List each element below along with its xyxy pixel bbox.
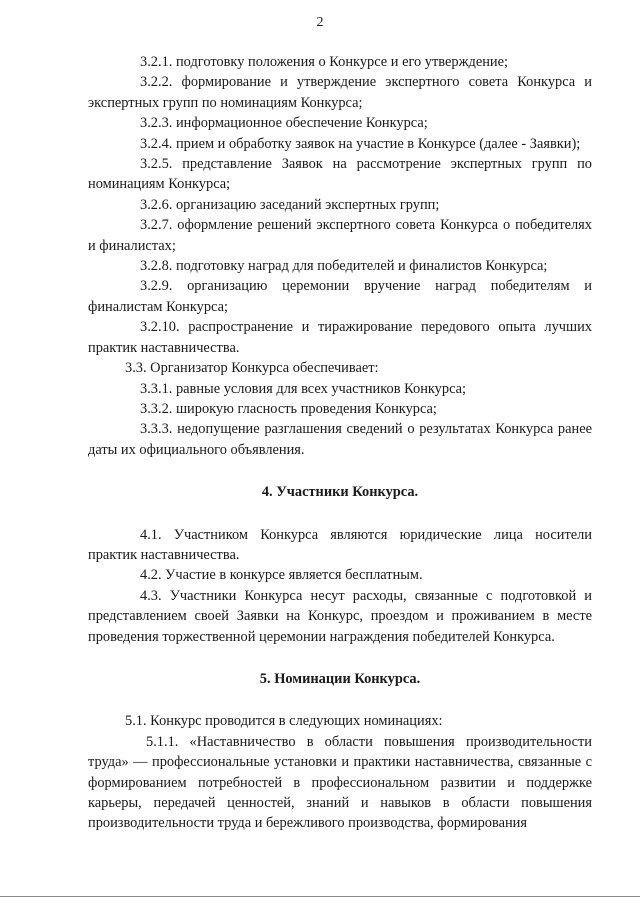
clause-4-1: 4.1. Участником Конкурса являются юридические лица носители практик наставничества. xyxy=(88,526,592,563)
clause-3-2-8: 3.2.8. подготовку наград для победителей и финалистов Конкурса; xyxy=(140,258,548,275)
document-body xyxy=(88,52,592,834)
page-number: 2 xyxy=(316,15,324,30)
section-4-heading: 4. Участники Конкурса. xyxy=(261,484,419,501)
clause-3-3-1: 3.3.1. равные условия для всех участников Конкурса; xyxy=(140,380,467,397)
clause-3-2-2: 3.2.2. формирование и утверждение экспертного совета Конкурса и экспертных групп по номинациям Конкурса; xyxy=(88,74,592,111)
clause-3-2-3: 3.2.3. информационное обеспечение Конкурса; xyxy=(140,115,428,132)
clause-4-3: 4.3. Участники Конкурса несут расходы, связанные с подготовкой и представлением своей Заявки на Конкурс, проездом и проживанием в месте проведения торжественной церемонии награждения победителей Конкурса. xyxy=(88,587,592,645)
page-bottom-edge xyxy=(0,896,640,897)
clause-3-2-5: 3.2.5. представление Заявок на рассмотрение экспертных групп по номинациям Конкурса; xyxy=(88,156,592,193)
clause-3-2-1: 3.2.1. подготовку положения о Конкурсе и его утверждение; xyxy=(140,54,509,70)
clause-4-2: 4.2. Участие в конкурсе является бесплатным. xyxy=(140,567,423,584)
section-5-heading: 5. Номинации Конкурса. xyxy=(259,670,421,687)
clause-3-3: 3.3. Организатор Конкурса обеспечивает: xyxy=(125,360,379,377)
clause-5-1-1: 5.1.1. «Наставничество в области повышения производительности труда» — профессиональные установки и практики наставничества, связанные с формированием потребностей в профессиональном развитии и поддержке карьеры, передачей ценностей, знаний и навыков в области повышения производительности труда и бережливого производства, формирования xyxy=(88,733,592,832)
clause-3-2-10: 3.2.10. распространение и тиражирование передового опыта лучших практик наставничества. xyxy=(88,319,592,356)
clause-3-2-6: 3.2.6. организацию заседаний экспертных групп; xyxy=(140,196,440,213)
clause-3-3-2: 3.3.2. широкую гласность проведения Конкурса; xyxy=(140,400,437,417)
clause-3-3-3: 3.3.3. недопущение разглашения сведений о результатах Конкурса ранее даты их официального объявления. xyxy=(88,421,592,458)
clause-3-2-4: 3.2.4. прием и обработку заявок на участие в Конкурсе (далее - Заявки); xyxy=(140,135,581,152)
clause-3-2-7: 3.2.7. оформление решений экспертного совета Конкурса о победителях и финалистах; xyxy=(88,217,592,254)
clause-5-1: 5.1. Конкурс проводится в следующих номинациях: xyxy=(125,713,443,730)
clause-3-2-9: 3.2.9. организацию церемонии вручение наград победителям и финалистам Конкурса; xyxy=(88,278,592,315)
